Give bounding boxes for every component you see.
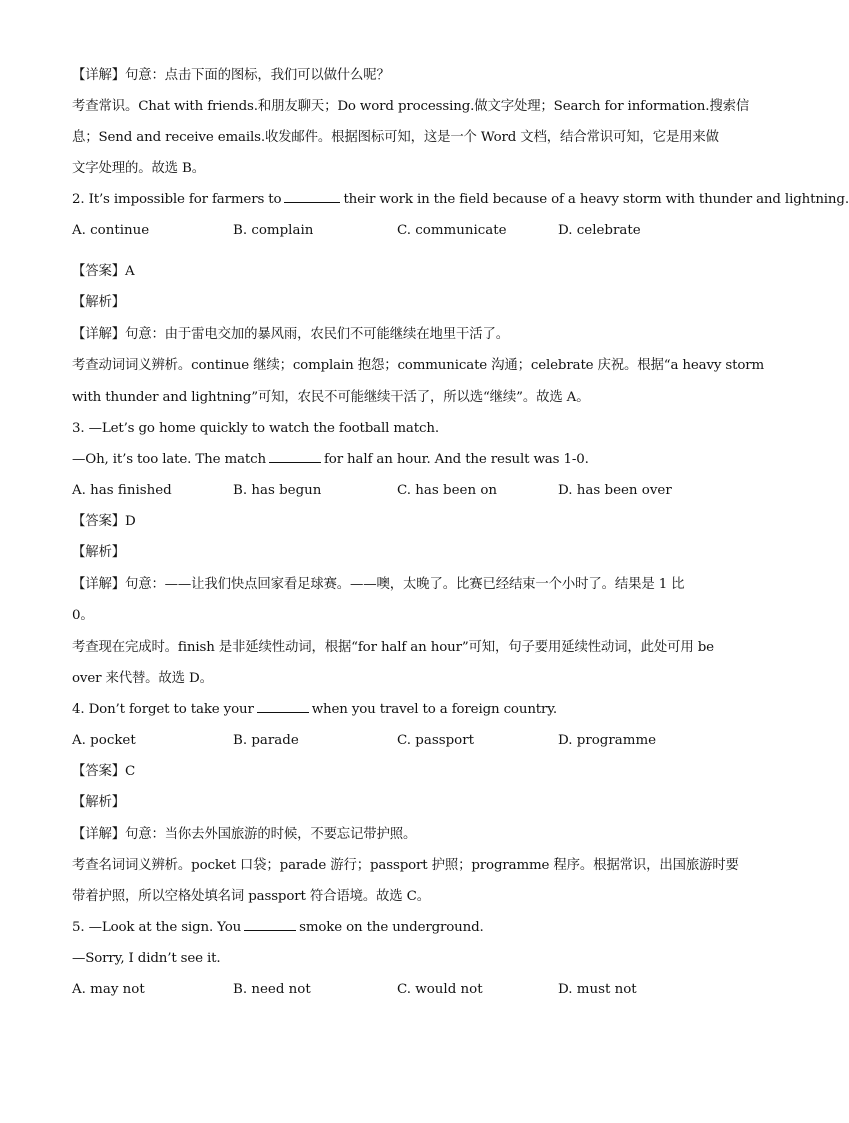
explanation-line: 0。 bbox=[72, 608, 94, 623]
question-5-reply: —Sorry, I didn’t see it. bbox=[72, 951, 221, 966]
option-a: A. may not bbox=[72, 982, 145, 997]
answer-blank bbox=[257, 700, 309, 713]
explanation-line: 考查现在完成时。finish 是非延续性动词，根据“for half an hour”可知，句子要用延续性动词，此处可用 be bbox=[72, 640, 714, 655]
option-c: C. communicate bbox=[397, 223, 507, 238]
detail-text: 【详解】句意：——让我们快点回家看足球赛。——噢，太晚了。比赛已经结束一个小时了。结果是 1 比 bbox=[72, 577, 685, 592]
option-a: A. pocket bbox=[72, 733, 136, 748]
question-text: 4. Don’t forget to take your bbox=[72, 702, 254, 717]
question-text: when you travel to a foreign country. bbox=[311, 702, 558, 717]
question-4 bbox=[72, 700, 722, 720]
question-text: for half an hour. And the result was 1-0. bbox=[323, 452, 589, 467]
explanation-line: 考查常识。Chat with friends.和朋友聊天；Do word processing.做文字处理；Search for information.搜索信 bbox=[72, 99, 750, 114]
detail-text: 【详解】句意：当你去外国旅游的时候，不要忘记带护照。 bbox=[72, 827, 417, 842]
analysis-label: 【解析】 bbox=[72, 545, 125, 560]
answer-blank bbox=[269, 450, 321, 463]
option-b: B. complain bbox=[233, 223, 314, 238]
analysis-label: 【解析】 bbox=[72, 295, 125, 310]
explanation-line: 文字处理的。故选 B。 bbox=[72, 161, 205, 176]
question-text: 2. It’s impossible for farmers to bbox=[72, 192, 282, 207]
question-2 bbox=[72, 190, 849, 210]
detail-text: 【详解】句意：由于雷电交加的暴风雨，农民们不可能继续在地里干活了。 bbox=[72, 327, 509, 342]
question-3: 3. —Let’s go home quickly to watch the football match. bbox=[72, 421, 439, 436]
question-text: their work in the field because of a heavy storm with thunder and lightning. bbox=[343, 192, 849, 207]
option-d: D. programme bbox=[558, 733, 657, 748]
answer-label: 【答案】A bbox=[72, 264, 135, 279]
option-a: A. has finished bbox=[72, 483, 172, 498]
explanation-line: 息；Send and receive emails.收发邮件。根据图标可知，这是一个 Word 文档，结合常识可知，它是用来做 bbox=[72, 130, 719, 145]
option-c: C. passport bbox=[397, 733, 474, 748]
question-text: 5. —Look at the sign. You bbox=[72, 920, 242, 935]
analysis-label: 【解析】 bbox=[72, 795, 125, 810]
option-d: D. must not bbox=[558, 982, 637, 997]
option-c: C. would not bbox=[397, 982, 483, 997]
option-d: D. has been over bbox=[558, 483, 672, 498]
option-a: A. continue bbox=[72, 223, 150, 238]
option-b: B. parade bbox=[233, 733, 299, 748]
answer-label: 【答案】C bbox=[72, 764, 136, 779]
question-text: —Oh, it’s too late. The match bbox=[72, 452, 266, 467]
answer-label: 【答案】D bbox=[72, 514, 136, 529]
option-b: B. need not bbox=[233, 982, 311, 997]
detail-q1: 【详解】句意：点击下面的图标，我们可以做什么呢？ bbox=[72, 68, 390, 83]
answer-blank bbox=[244, 918, 296, 931]
explanation-line: 带着护照，所以空格处填名词 passport 符合语境。故选 C。 bbox=[72, 889, 430, 904]
question-5 bbox=[72, 918, 722, 938]
option-c: C. has been on bbox=[397, 483, 498, 498]
question-3-line2 bbox=[72, 450, 722, 470]
answer-blank bbox=[284, 190, 340, 203]
option-b: B. has begun bbox=[233, 483, 322, 498]
explanation-line: with thunder and lightning”可知，农民不可能继续干活了，所以选“继续”。故选 A。 bbox=[72, 390, 590, 405]
explanation-line: 考查名词词义辨析。pocket 口袋；parade 游行；passport 护照；programme 程序。根据常识，出国旅游时要 bbox=[72, 858, 739, 873]
option-d: D. celebrate bbox=[558, 223, 641, 238]
explanation-line: over 来代替。故选 D。 bbox=[72, 671, 213, 686]
question-text: smoke on the underground. bbox=[299, 920, 484, 935]
explanation-line: 考查动词词义辨析。continue 继续；complain 抱怨；communicate 沟通；celebrate 庆祝。根据“a heavy storm bbox=[72, 358, 765, 373]
